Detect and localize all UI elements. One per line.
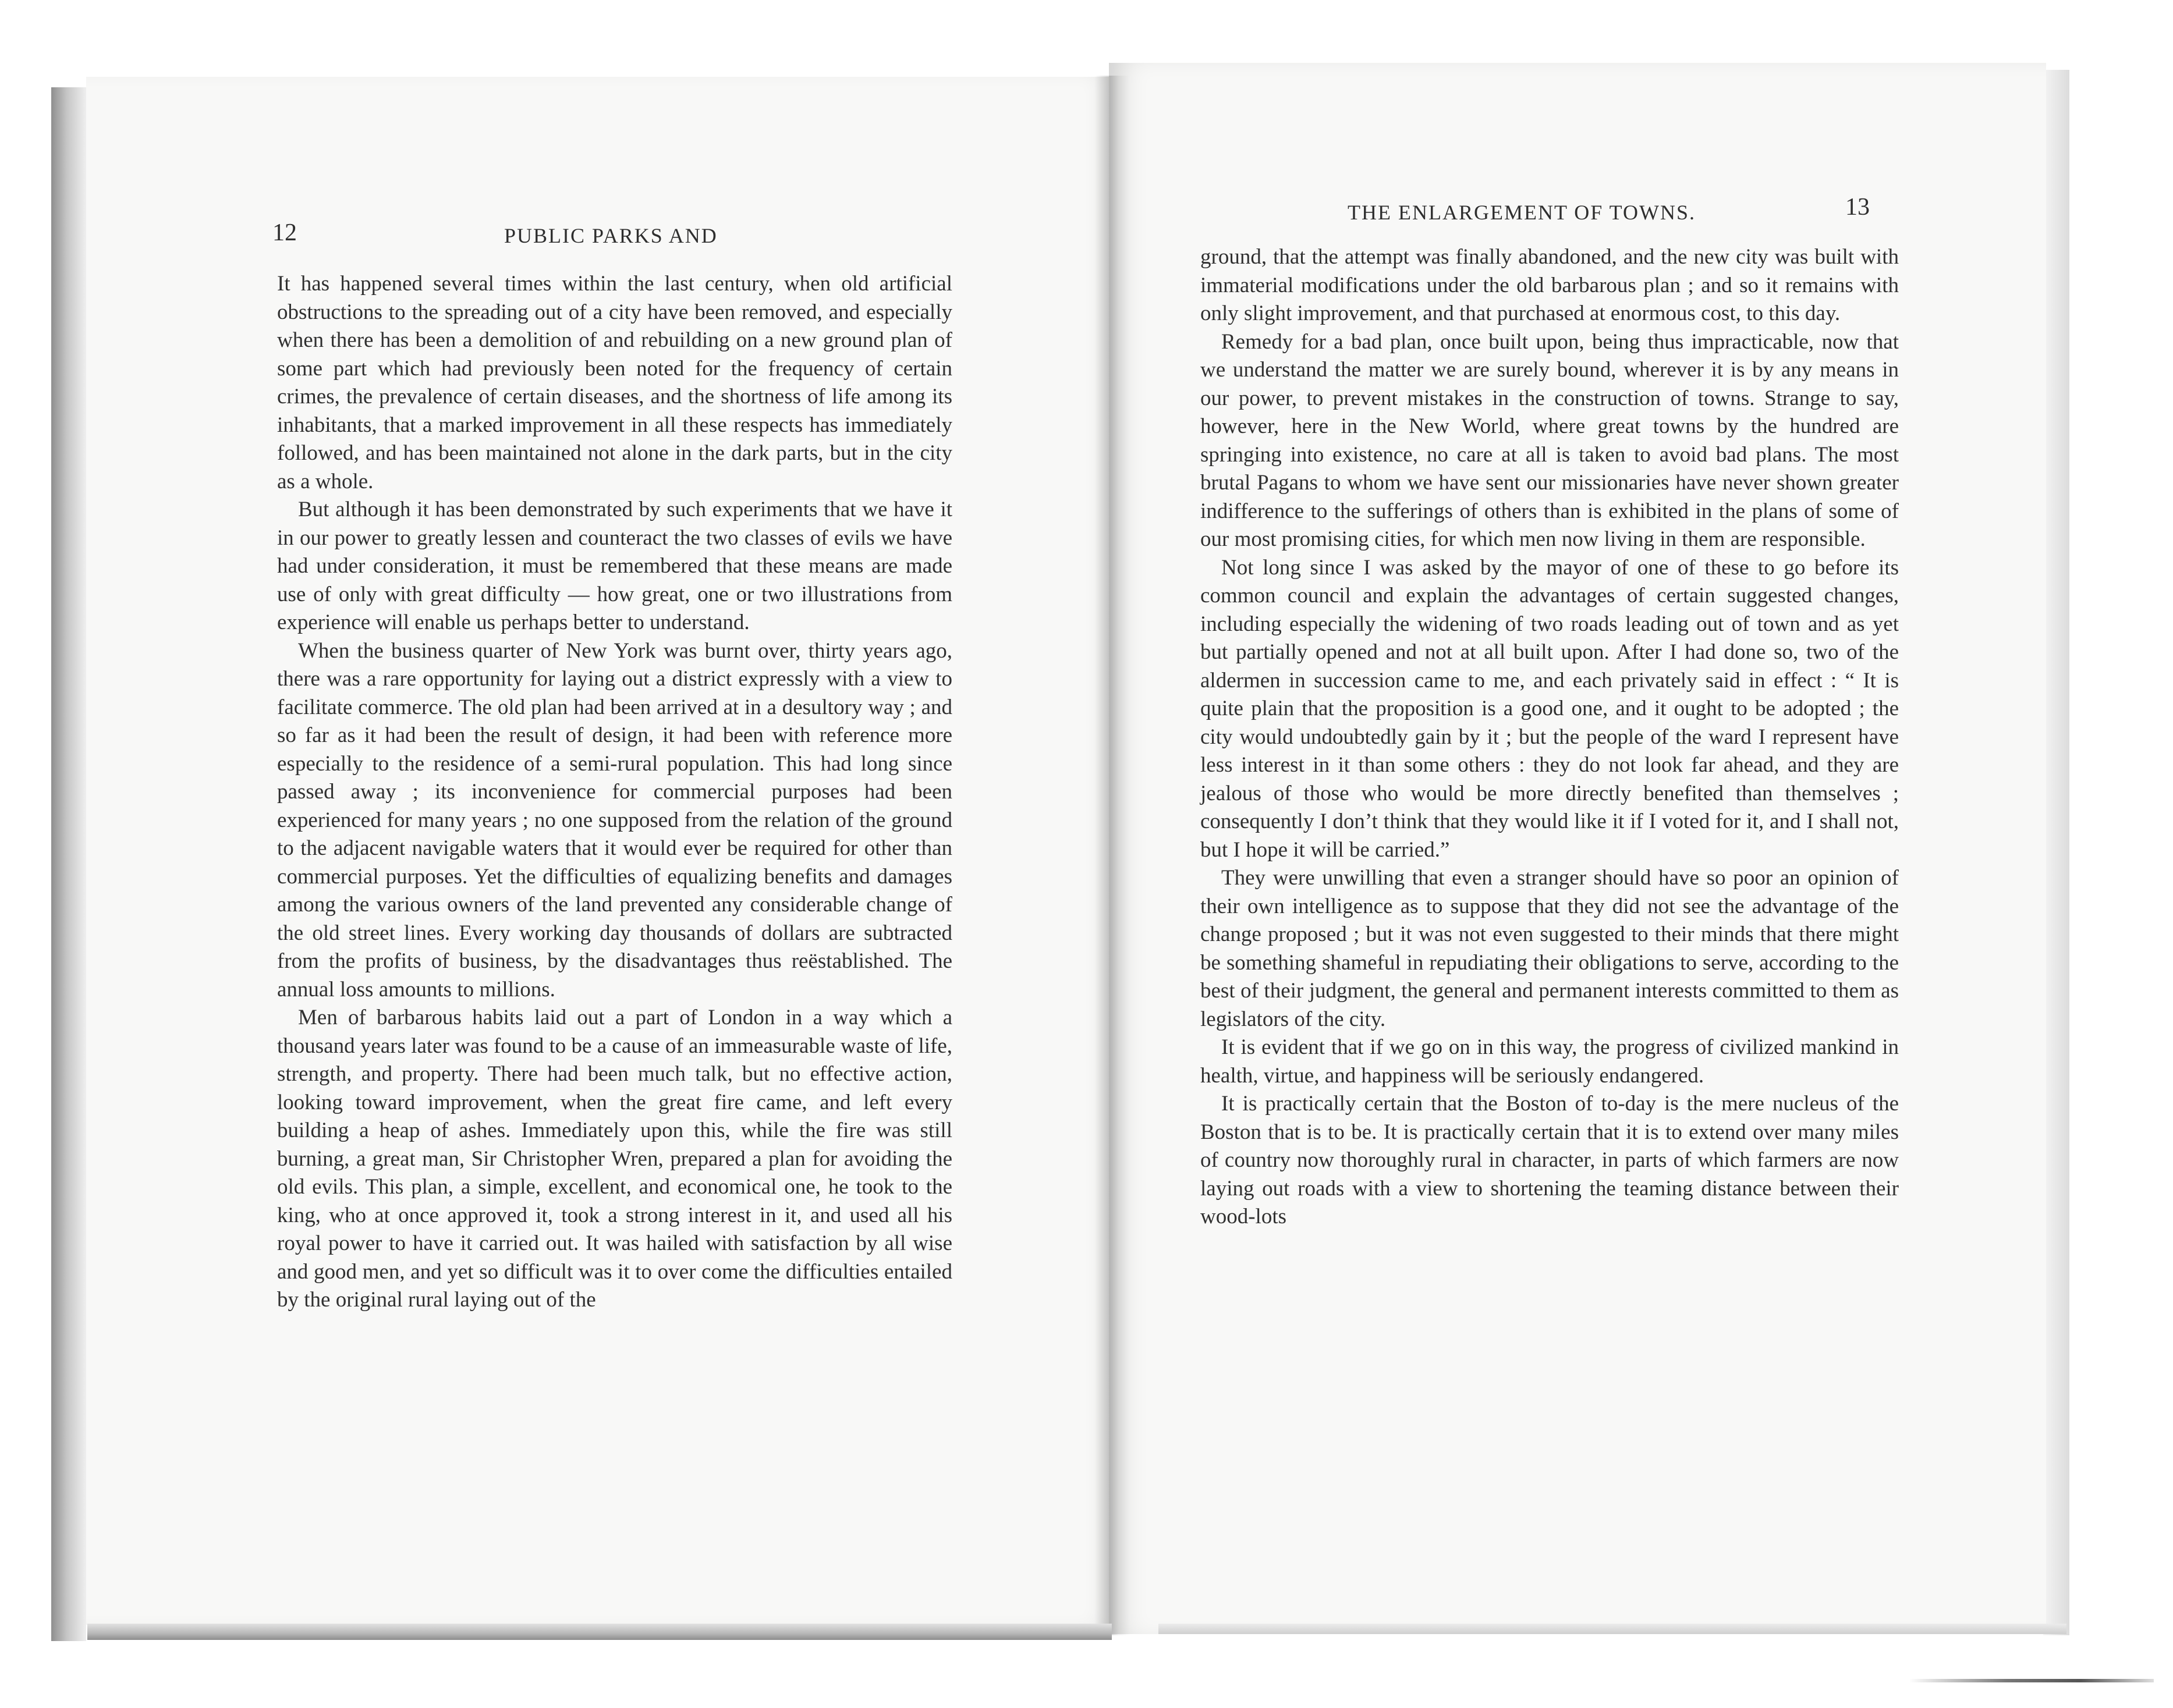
left-paragraph-3: When the business quarter of New York was burnt over, thirty years ago, there was a rare opportunity for laying out a district expressly with a view to facilitate commerce. The old plan had been arrived at in a desultory way ; and so far as it had been the result of design, it had been with reference more especially to the residence of a semi-rural population. This had long since passed away ; its inconvenience for commercial purposes had been experienced for many years ; no one supposed from the relation of the ground to the adjacent navigable waters that it would ever be required for other than commercial purposes. Yet the difficulties of equalizing benefits and damages among the various owners of the land prevented any considerable change of the old street lines. Every working day thousands of dollars are subtracted from the profits of business, by the disadvantages thus reëstablished. The annual loss amounts to millions. <box>277 638 952 1002</box>
right-paragraph-6: It is practically certain that the Boston of to-day is the mere nucleus of the Boston that is to be. It is practically certain that it is to extend over many miles of country now thoroughly rural in character, in parts of which farmers are now laying out roads with a view to shortening the teaming distance between their wood-lots <box>1200 1092 1899 1228</box>
left-page-bottom-edge <box>87 1624 1112 1640</box>
right-page-bottom-edge <box>1158 1624 2066 1634</box>
right-paragraph-3: Not long since I was asked by the mayor of one of these to go before its common council and explain the advantages of certain suggested changes, including especially the widening of two roads leading out of town and as yet but partially opened and not at all built upon. After I had done so, two of the aldermen in succession came to me, and each privately said in effect : “ It is quite plain that the proposition is a good one, and it ought to be adopted ; the city would undoubtedly gain by it ; but the people of the ward I represent have less interest in it than some others : they do not look far ahead, and they are jealous of those who would be more directly benefited than themselves ; consequently I don’t think that they would like it if I voted for it, and I shall not, but I hope it will be carried.” <box>1200 555 1899 862</box>
left-paragraph-2: But although it has been demonstrated by such experiments that we have it in our power to greatly lessen and counteract the two classes of evils we have had under consideration, it must be remembered that these means are made use of only with great difficulty — how great, one or two illustrations from experience will enable us perhaps better to understand. <box>277 498 952 634</box>
book-left-edge <box>51 87 86 1641</box>
right-page-number: 13 <box>1845 194 1870 221</box>
right-paragraph-5: It is evident that if we go on in this way, the progress of civilized mankind in health, virtue, and happiness will be seriously endangered. <box>1200 1035 1899 1088</box>
left-paragraph-1: It has happened several times within the last century, when old artificial obstructions to the spreading out of a city have been removed, and especially when there has been a demolition of and rebuilding on a new ground plan of some part which had previously been noted for the frequency of certain crimes, the prevalence of certain diseases, and the shortness of life among its inhabitants, that a marked improvement in all these respects has immediately followed, and has been maintained not alone in the dark parts, but in the city as a whole. <box>277 272 952 493</box>
right-paragraph-1: ground, that the attempt was finally abandoned, and the new city was built with immaterial modifications under the old barbarous plan ; and so it remains with only slight improvement, and that purchased at enormous cost, to this day. <box>1200 245 1899 325</box>
right-page-body <box>1200 243 1899 1231</box>
right-paragraph-2: Remedy for a bad plan, once built upon, being thus impracticable, now that we understand the matter we are surely bound, wherever it is by any means in our power, to prevent mistakes in the construction of towns. Strange to say, however, here in the New World, where great towns by the hundred are springing into existence, no care at all is taken to avoid bad plans. The most brutal Pagans to whom we have sent our missionaries have never shown greater indifference to the sufferings of others than is exhibited in the plans of some of our most promising cities, for which men now living in them are responsible. <box>1200 329 1899 551</box>
book-right-edge <box>2043 70 2069 1635</box>
scan-mark <box>1909 1679 2154 1682</box>
right-paragraph-4: They were unwilling that even a stranger should have so poor an opinion of their own intelligence as to suppose that they did not see the advantage of the change proposed ; but it was not even suggested to their minds that there might be something shameful in repudiating their obligations to serve, according to the best of their judgment, the general and permanent interests committed to them as legislators of the city. <box>1200 866 1899 1031</box>
left-running-head: PUBLIC PARKS AND <box>504 224 718 247</box>
left-page-number: 12 <box>272 219 297 246</box>
right-running-head: THE ENLARGEMENT OF TOWNS. <box>1348 201 1696 224</box>
left-paragraph-4: Men of barbarous habits laid out a part of London in a way which a thousand years later was found to be a cause of an immeasurable waste of life, strength, and property. There had been much talk, but no effective action, looking toward improvement, when the great fire came, and left every building a heap of ashes. Immediately upon this, while the fire was still burning, a great man, Sir Christopher Wren, prepared a plan for avoiding the old evils. This plan, a simple, excellent, and economical one, he took to the king, who at once approved it, took a strong interest in it, and used all his royal power to have it carried out. It was hailed with satisfaction by all wise and good men, and yet so difficult was it to over come the difficulties entailed by the original rural laying out of the <box>277 1006 952 1312</box>
left-page-body <box>277 270 952 1315</box>
book-gutter <box>1094 76 1129 1635</box>
